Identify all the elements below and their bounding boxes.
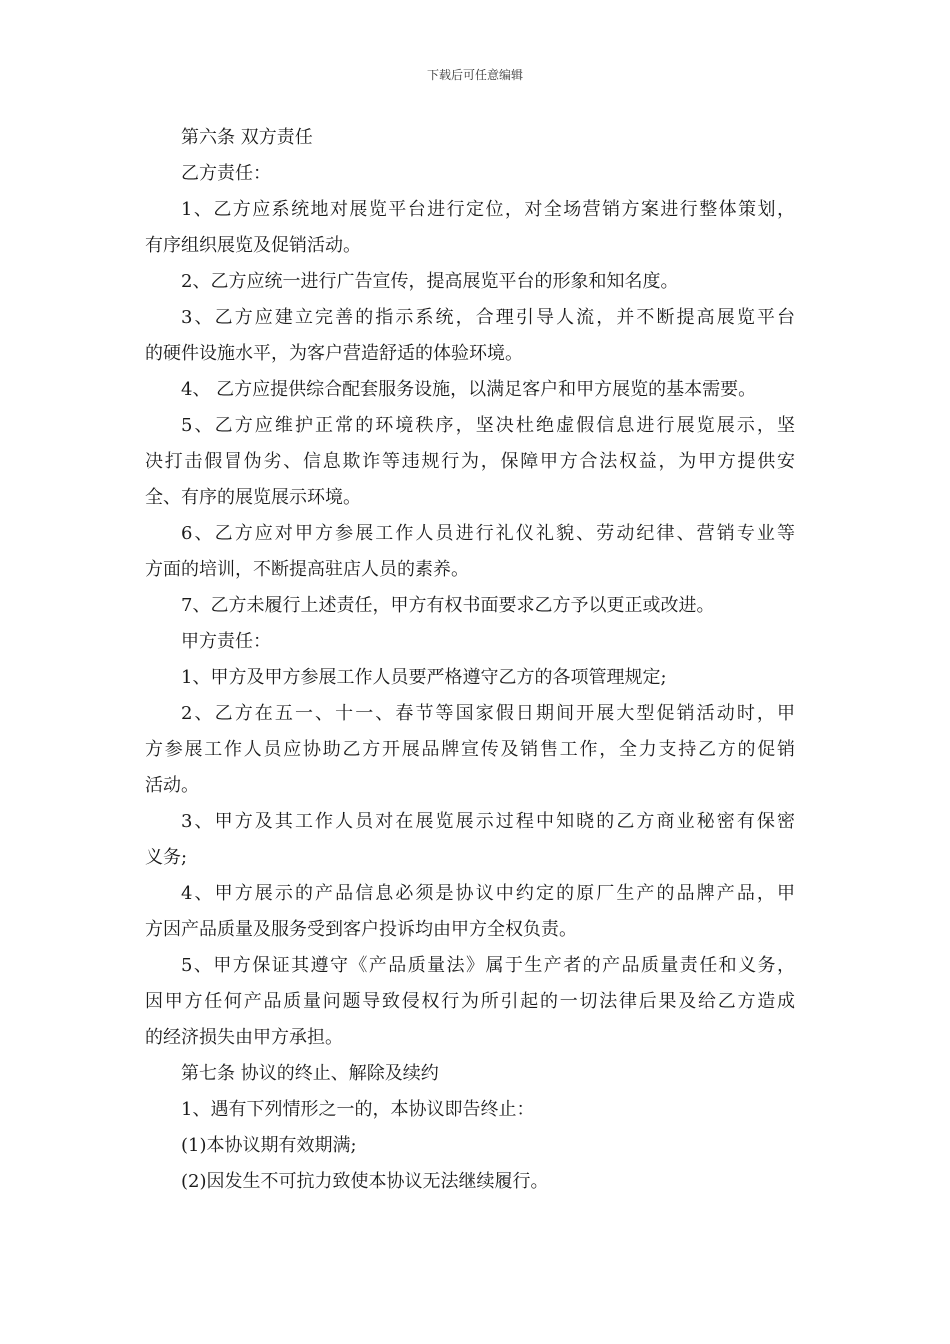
text-line: 第六条 双方责任 [181, 127, 313, 148]
text-line: 5、甲方保证其遵守《产品质量法》属于生产者的产品质量责任和义务， [181, 955, 795, 976]
text-line: 6、乙方应对甲方参展工作人员进行礼仪礼貌、劳动纪律、营销专业等 [181, 523, 795, 544]
text-line: 义务; [145, 847, 188, 868]
text-line: 1、遇有下列情形之一的，本协议即告终止： [181, 1099, 535, 1120]
text-line: 3、乙方应建立完善的指示系统，合理引导人流，并不断提高展览平台 [181, 307, 795, 328]
text-line: 3、甲方及其工作人员对在展览展示过程中知晓的乙方商业秘密有保密 [181, 811, 795, 832]
text-line: 活动。 [145, 775, 199, 796]
text-line: 4、甲方展示的产品信息必须是协议中约定的原厂生产的品牌产品，甲 [181, 883, 795, 904]
text-line: 1、乙方应系统地对展览平台进行定位，对全场营销方案进行整体策划， [181, 199, 795, 220]
text-line: 2、乙方在五一、十一、春节等国家假日期间开展大型促销活动时，甲 [181, 703, 795, 724]
text-line: 1、甲方及甲方参展工作人员要严格遵守乙方的各项管理规定; [181, 667, 667, 688]
text-line: 方因产品质量及服务受到客户投诉均由甲方全权负责。 [145, 919, 577, 940]
text-line: (1)本协议期有效期满; [181, 1135, 357, 1156]
text-line: 因甲方任何产品质量问题导致侵权行为所引起的一切法律后果及给乙方造成 [145, 991, 795, 1012]
text-line: 2、乙方应统一进行广告宣传，提高展览平台的形象和知名度。 [181, 271, 679, 292]
text-line: 甲方责任： [181, 631, 271, 652]
text-line: 的经济损失由甲方承担。 [145, 1027, 343, 1048]
text-line: 方参展工作人员应协助乙方开展品牌宣传及销售工作，全力支持乙方的促销 [145, 739, 795, 760]
text-line: 乙方责任： [181, 163, 271, 184]
text-line: 4、 乙方应提供综合配套服务设施，以满足客户和甲方展览的基本需要。 [181, 379, 757, 400]
text-line: 有序组织展览及促销活动。 [145, 235, 361, 256]
text-line: 决打击假冒伪劣、信息欺诈等违规行为，保障甲方合法权益，为甲方提供安 [145, 451, 795, 472]
page-header-note: 下载后可任意编辑 [426, 68, 523, 82]
text-line: 的硬件设施水平，为客户营造舒适的体验环境。 [145, 343, 523, 364]
text-line: 第七条 协议的终止、解除及续约 [181, 1063, 439, 1084]
text-line: (2)因发生不可抗力致使本协议无法继续履行。 [181, 1171, 549, 1192]
text-line: 方面的培训，不断提高驻店人员的素养。 [145, 559, 469, 580]
text-line: 全、有序的展览展示环境。 [145, 487, 361, 508]
document-body [145, 120, 795, 1200]
text-line: 7、乙方未履行上述责任，甲方有权书面要求乙方予以更正或改进。 [181, 595, 715, 616]
text-line: 5、乙方应维护正常的环境秩序，坚决杜绝虚假信息进行展览展示，坚 [181, 415, 795, 436]
